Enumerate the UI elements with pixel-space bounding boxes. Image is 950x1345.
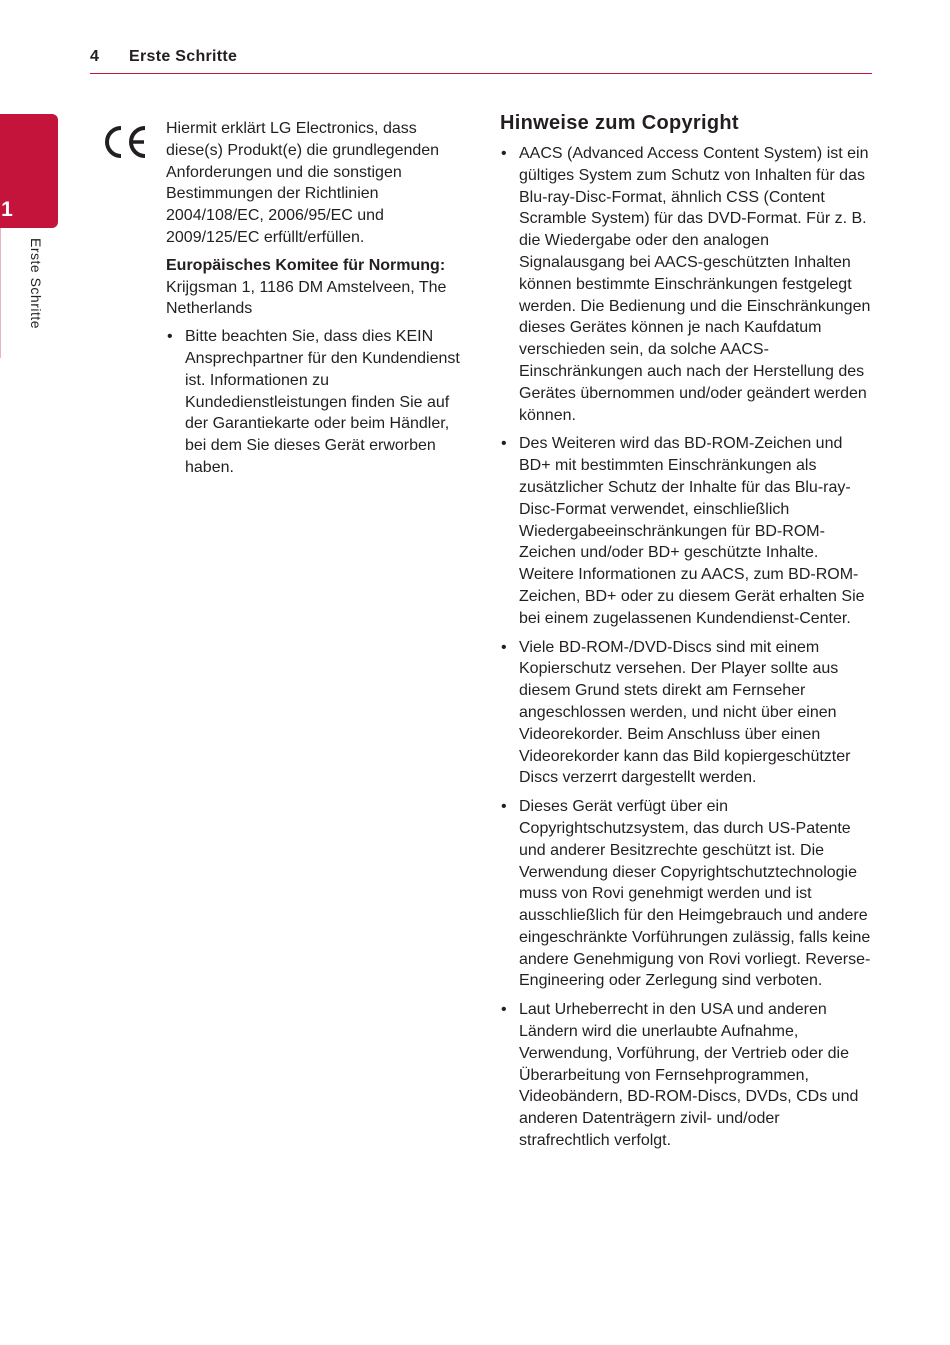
copyright-bullet-list	[500, 143, 874, 1152]
list-item: • Des Weiteren wird das BD-ROM-Zeichen und BD+ mit bestimmten Einschränkungen als zusätzlicher Schutz der Inhalte für das Blu-ray-Disc-Format verwendet, einschließlich Wiedergabeeinschränkungen für BD-ROM-Zeichen und/oder BD+ geschützte Inhalte. Weitere Informationen zu AACS, zum BD-ROM-Zeichen, BD+ oder zu diesem Gerät erhalten Sie bei einem zugelassenen Kundendienst-Center.	[501, 435, 865, 627]
left-column	[103, 118, 463, 486]
header-title: Erste Schritte	[129, 48, 238, 65]
list-item: • Laut Urheberrecht in den USA und anderen Ländern wird die unerlaubte Aufnahme, Verwendung, Vorführung, der Vertrieb oder die Überarbeitung von Fernsehprogrammen, Videobändern, BD-ROM-Discs, DVDs, CDs und anderen Datenträgern zivil- und/oder strafrechtlich verfolgt.	[501, 1001, 859, 1150]
chapter-tab	[0, 114, 58, 228]
chapter-tab-line	[0, 228, 1, 358]
chapter-label: Erste Schritte	[28, 238, 44, 330]
chapter-number: 1	[1, 198, 13, 221]
page-header	[0, 0, 950, 80]
list-item: • Bitte beachten Sie, dass dies KEIN Ansprechpartner für den Kundendienst ist. Informationen zu Kundedienstleistungen finden Sie auf der Garantiekarte oder beim Händler, bei dem Sie dieses Gerät erworben haben.	[167, 328, 460, 476]
left-bullet-list	[166, 326, 463, 479]
committee-address: Krijgsman 1, 1186 DM Amstelveen, The Netherlands	[166, 278, 447, 318]
committee-heading: Europäisches Komitee für Normung:	[166, 256, 446, 274]
ce-declaration: Hiermit erklärt LG Electronics, dass diese(s) Produkt(e) die grundlegenden Anforderungen und die sonstigen Bestimmungen der Richtlinien 2004/108/EC, 2006/95/EC und 2009/125/EC erfüllt/erfüllen.	[166, 120, 440, 246]
header-divider	[90, 73, 872, 74]
list-item: • AACS (Advanced Access Content System) ist ein gültiges System zum Schutz von Inhalten für das Blu-ray-Disc-Format, ähnlich CSS (Content Scramble System) für das DVD-Format. Für z. B. die Wiedergabe oder den analogen Signalausgang bei AACS-geschützten Inhalten können bestimmte Einschränkungen festgelegt werden. Die Bedienung und die Einschränkungen dieses Gerätes können je nach Kaufdatum verschieden sein, da solche AACS-Einschränkungen auch nach der Herstellung des Gerätes übernommen und/oder geändert werden können.	[501, 145, 871, 424]
list-item: • Dieses Gerät verfügt über ein Copyrightschutzsystem, das durch US-Patente und anderer Besitzrechte geschützt ist. Die Verwendung dieser Copyrightschutztechnologie muss von Rovi genehmigt werden und ist ausschließlich für den Heimgebrauch und andere eingeschränkte Vorführungen zulässig, falls keine andere Genehmigung von Rovi vorliegt. Reverse-Engineering oder Zerlegung sind verboten.	[501, 798, 871, 990]
page-number: 4	[90, 48, 99, 65]
right-column	[500, 112, 874, 1159]
section-title: Hinweise zum Copyright	[500, 112, 739, 134]
list-item: • Viele BD-ROM-/DVD-Discs sind mit einem Kopierschutz versehen. Der Player sollte aus diesem Grund stets direkt am Fernseher angeschlossen werden, und nicht über einen Videorekorder. Beim Anschluss über einen Videorekorder kann das Bild kopiergeschützter Discs verzerrt dargestellt werden.	[501, 638, 851, 787]
ce-mark-icon	[103, 124, 149, 160]
